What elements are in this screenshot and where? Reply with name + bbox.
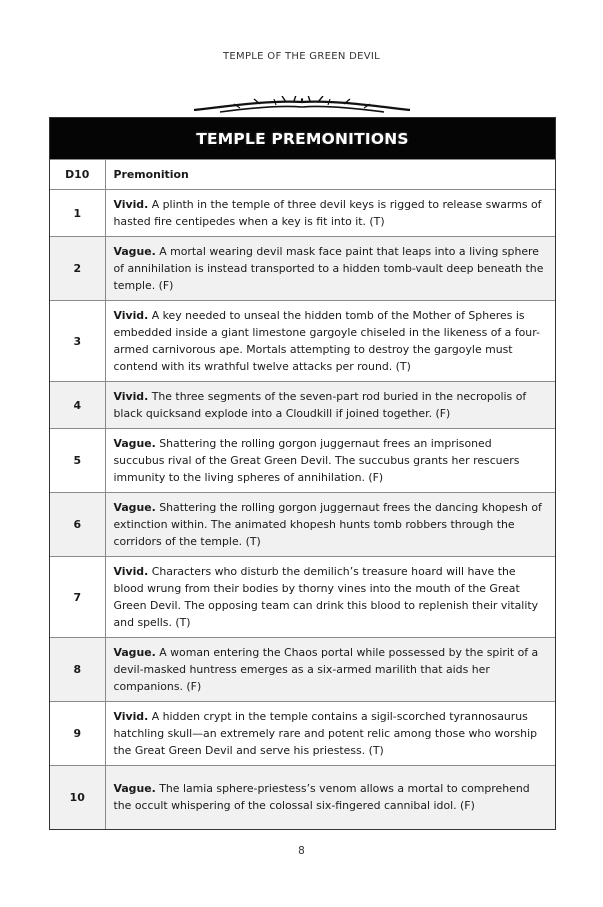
premonition-body: The three segments of the seven-part rod buried in the necropolis of black quicksand explode into a Cloudkill if joined together. (F) — [113, 390, 527, 420]
premonition-kind: Vague. — [113, 501, 156, 514]
table-title: TEMPLE PREMONITIONS — [50, 118, 555, 159]
roll-number: 1 — [50, 190, 105, 237]
roll-number: 2 — [50, 237, 105, 301]
premonition-text — [105, 557, 555, 638]
table-row — [50, 702, 555, 766]
premonition-text — [105, 702, 555, 766]
header-premonition: Premonition — [105, 160, 555, 190]
header-row — [50, 160, 555, 190]
premonition-text — [105, 766, 555, 829]
table-row — [50, 766, 555, 829]
premonition-body: A woman entering the Chaos portal while possessed by the spirit of a devil-masked huntress emerges as a six-armed marilith that aids her companions. (F) — [113, 646, 539, 693]
premonition-text — [105, 237, 555, 301]
premonition-text — [105, 382, 555, 429]
header-d10: D10 — [50, 160, 105, 190]
premonition-body: Shattering the rolling gorgon juggernaut frees the dancing khopesh of extinction within. The animated khopesh hunts tomb robbers through the corridors of the temple. (T) — [113, 501, 542, 548]
premonition-kind: Vivid. — [113, 565, 149, 578]
running-head: TEMPLE OF THE GREEN DEVIL — [223, 51, 380, 62]
premonition-text — [105, 638, 555, 702]
table-row — [50, 237, 555, 301]
table-row — [50, 301, 555, 382]
premonitions-grid — [50, 159, 555, 829]
table-body — [50, 190, 555, 829]
page-number: 8 — [298, 845, 305, 857]
premonition-body: Characters who disturb the demilich’s treasure hoard will have the blood wrung from their bodies by thorny vines into the mouth of the Great Green Devil. The opposing team can drink this blood to replenish their vitality and spells. (T) — [113, 565, 539, 629]
premonition-kind: Vivid. — [113, 198, 149, 211]
premonition-kind: Vague. — [113, 245, 156, 258]
roll-number: 3 — [50, 301, 105, 382]
premonition-text — [105, 429, 555, 493]
roll-number: 10 — [50, 766, 105, 829]
premonition-kind: Vague. — [113, 437, 156, 450]
table-row — [50, 493, 555, 557]
table-row — [50, 429, 555, 493]
roll-number: 4 — [50, 382, 105, 429]
table-row — [50, 190, 555, 237]
roll-number: 6 — [50, 493, 105, 557]
roll-number: 7 — [50, 557, 105, 638]
roll-number: 5 — [50, 429, 105, 493]
premonition-body: The lamia sphere-priestess’s venom allows a mortal to comprehend the occult whispering of the colossal six-fingered cannibal idol. (F) — [113, 782, 530, 813]
premonition-kind: Vague. — [113, 646, 156, 659]
table-row — [50, 638, 555, 702]
roll-number: 9 — [50, 702, 105, 766]
premonition-kind: Vivid. — [113, 309, 149, 322]
roll-number: 8 — [50, 638, 105, 702]
premonition-body: Shattering the rolling gorgon juggernaut frees an imprisoned succubus rival of the Great Green Devil. The succubus grants her rescuers immunity to the living spheres of annihilation. (F) — [113, 437, 520, 484]
premonitions-table — [49, 117, 556, 830]
premonition-body: A hidden crypt in the temple contains a sigil-scorched tyrannosaurus hatchling skull—an extremely rare and potent relic among those who worship the Great Green Devil and serve his priestess. (T) — [113, 710, 538, 757]
premonition-kind: Vague. — [113, 782, 156, 796]
premonition-text — [105, 493, 555, 557]
premonition-body: A key needed to unseal the hidden tomb of the Mother of Spheres is embedded inside a giant limestone gargoyle chiseled in the likeness of a four-armed carnivorous ape. Mortals attempting to destroy the gargoyle must contend with its wrathful twelve attacks per round. (T) — [113, 309, 540, 373]
premonition-text — [105, 301, 555, 382]
premonition-kind: Vivid. — [113, 390, 149, 403]
premonition-body: A plinth in the temple of three devil keys is rigged to release swarms of hasted fire centipedes when a key is fit into it. (T) — [113, 198, 542, 228]
premonition-kind: Vivid. — [113, 710, 149, 723]
premonition-text — [105, 190, 555, 237]
table-row — [50, 382, 555, 429]
table-row — [50, 557, 555, 638]
premonition-body: A mortal wearing devil mask face paint that leaps into a living sphere of annihilation is instead transported to a hidden tomb-vault deep beneath the temple. (F) — [113, 245, 544, 292]
